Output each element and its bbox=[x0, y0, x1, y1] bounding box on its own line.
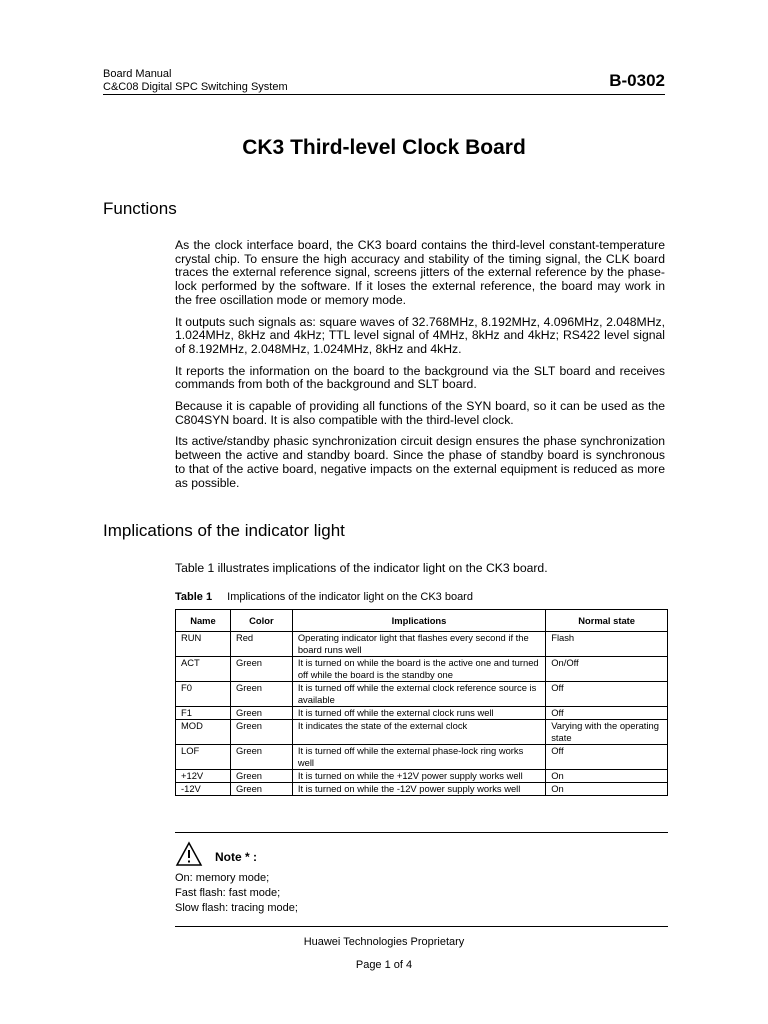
header-left bbox=[103, 68, 288, 94]
cell-color: Green bbox=[230, 745, 292, 770]
cell-name: F0 bbox=[176, 682, 231, 707]
table-caption-text: Implications of the indicator light on the CK3 board bbox=[227, 591, 473, 603]
system-name: C&C08 Digital SPC Switching System bbox=[103, 81, 288, 93]
note-line: Fast flash: fast mode; bbox=[175, 887, 281, 899]
cell-normal-state: On bbox=[546, 783, 668, 796]
header-implications: Implications bbox=[292, 610, 545, 632]
cell-normal-state: Flash bbox=[546, 632, 668, 657]
cell-color: Green bbox=[230, 783, 292, 796]
footer-page-number: Page 1 of 4 bbox=[355, 959, 413, 971]
cell-implications: It is turned off while the external clock reference source is available bbox=[292, 682, 545, 707]
cell-color: Green bbox=[230, 720, 292, 745]
table-caption-label: Table 1 bbox=[175, 591, 213, 603]
note-lines bbox=[175, 871, 298, 916]
footer-proprietary: Huawei Technologies Proprietary bbox=[303, 936, 465, 948]
cell-normal-state: On bbox=[546, 770, 668, 783]
page-title: CK3 Third-level Clock Board bbox=[242, 136, 526, 159]
functions-paragraph: It outputs such signals as: square waves of 32.768MHz, 8.192MHz, 4.096MHz, 2.048MHz, 1.024MHz, 8kHz and 4kHz; TTL level signal of 4MHz, 8kHz and 4kHz; RS422 level signal of 8.192MHz, 2.048MHz, 1.024MHz, 8kHz and 4kHz. bbox=[175, 314, 665, 356]
table-header-row bbox=[176, 610, 668, 632]
cell-implications: It is turned off while the external clock runs well bbox=[292, 707, 545, 720]
cell-normal-state: Off bbox=[546, 707, 668, 720]
cell-name: MOD bbox=[176, 720, 231, 745]
cell-implications: It is turned on while the +12V power supply works well bbox=[292, 770, 545, 783]
cell-name: RUN bbox=[176, 632, 231, 657]
cell-normal-state: On/Off bbox=[546, 657, 668, 682]
indicator-intro: Table 1 illustrates implications of the indicator light on the CK3 board. bbox=[175, 561, 548, 575]
document-code: B-0302 bbox=[609, 71, 665, 90]
note-label: Note * : bbox=[215, 850, 257, 864]
cell-normal-state: Off bbox=[546, 745, 668, 770]
functions-paragraph: Its active/standby phasic synchronization circuit design ensures the phase synchronization between the active and standby board. Since the phase of standby board is synchronous to that of the active board, negative impacts on the external equipment is reduced as more as possible. bbox=[175, 434, 665, 490]
table-row bbox=[176, 720, 668, 745]
cell-color: Green bbox=[230, 657, 292, 682]
table-row bbox=[176, 745, 668, 770]
table-row bbox=[176, 783, 668, 796]
functions-paragraph: Because it is capable of providing all functions of the SYN board, so it can be used as the C804SYN board. It is also compatible with the third-level clock. bbox=[175, 399, 665, 427]
cell-color: Green bbox=[230, 707, 292, 720]
warning-icon bbox=[175, 841, 203, 867]
table-caption bbox=[175, 591, 473, 603]
cell-implications: It is turned on while the -12V power supply works well bbox=[292, 783, 545, 796]
cell-color: Green bbox=[230, 682, 292, 707]
indicator-table bbox=[175, 609, 668, 796]
cell-implications: It is turned on while the board is the active one and turned off while the board is the standby one bbox=[292, 657, 545, 682]
functions-body bbox=[175, 239, 665, 498]
table-row bbox=[176, 770, 668, 783]
manual-title: Board Manual bbox=[103, 68, 172, 80]
cell-implications: It indicates the state of the external clock bbox=[292, 720, 545, 745]
cell-normal-state: Varying with the operating state bbox=[546, 720, 668, 745]
cell-color: Green bbox=[230, 770, 292, 783]
cell-name: ACT bbox=[176, 657, 231, 682]
functions-heading: Functions bbox=[103, 199, 177, 218]
cell-color: Red bbox=[230, 632, 292, 657]
page-header bbox=[103, 68, 665, 95]
note-line: Slow flash: tracing mode; bbox=[175, 902, 298, 914]
cell-implications: Operating indicator light that flashes every second if the board runs well bbox=[292, 632, 545, 657]
table-row bbox=[176, 707, 668, 720]
cell-name: F1 bbox=[176, 707, 231, 720]
cell-normal-state: Off bbox=[546, 682, 668, 707]
header-name: Name bbox=[176, 610, 231, 632]
cell-name: -12V bbox=[176, 783, 231, 796]
functions-paragraph: As the clock interface board, the CK3 board contains the third-level constant-temperature crystal chip. To ensure the high accuracy and stability of the timing signal, the CLK board traces the external reference signal, screens jitters of the external reference by the phase-lock performed by the software. If it loses the external reference, the board may work in the free oscillation mode or memory mode. bbox=[175, 238, 665, 307]
cell-name: +12V bbox=[176, 770, 231, 783]
cell-implications: It is turned off while the external phase-lock ring works well bbox=[292, 745, 545, 770]
header-color: Color bbox=[230, 610, 292, 632]
note-line: On: memory mode; bbox=[175, 872, 270, 884]
table-row bbox=[176, 657, 668, 682]
functions-paragraph: It reports the information on the board to the background via the SLT board and receives commands from both of the background and SLT board. bbox=[175, 363, 665, 392]
table-row bbox=[176, 682, 668, 707]
note-box bbox=[175, 832, 668, 927]
header-normal-state: Normal state bbox=[546, 610, 668, 632]
indicator-heading: Implications of the indicator light bbox=[103, 521, 345, 540]
table-row bbox=[176, 632, 668, 657]
cell-name: LOF bbox=[176, 745, 231, 770]
